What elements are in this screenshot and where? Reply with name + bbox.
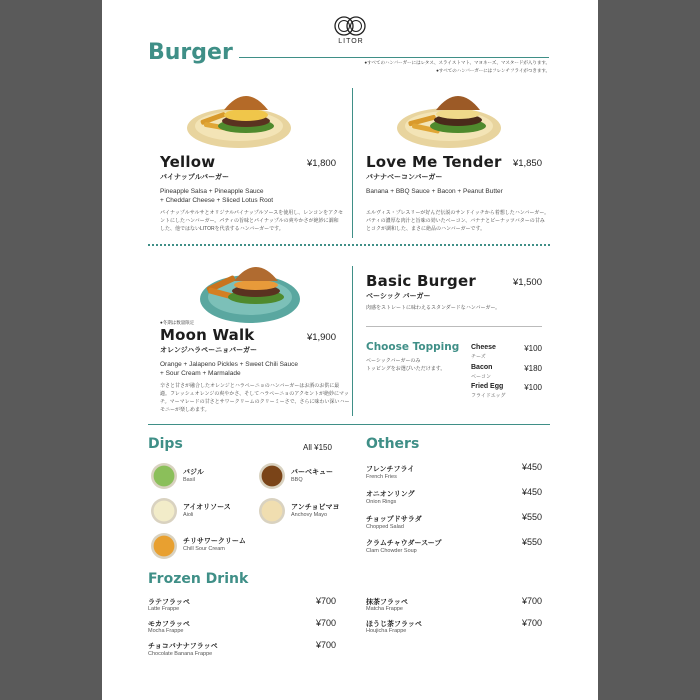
love-me-tender-ingredients: Banana + BBQ Sauce + Bacon + Peanut Butter xyxy=(366,188,503,195)
frozen-matcha-price: ¥700 xyxy=(521,596,542,606)
yellow-burger-photo xyxy=(184,80,294,150)
topping-bacon-price: ¥180 xyxy=(524,364,542,373)
love-me-tender-price: ¥1,850 xyxy=(512,158,542,169)
yellow-jp-name: パイナップルバーガー xyxy=(160,174,229,181)
topping-cheese-price: ¥100 xyxy=(524,344,542,353)
topping-fried-egg-price: ¥100 xyxy=(524,383,542,392)
frozen-latte-price: ¥700 xyxy=(315,596,336,606)
dip-anchovy-mayo-jp: アンチョビマヨ xyxy=(291,504,340,511)
moon-walk-ingredients-1: Orange + Jalapeno Pickles + Sweet Chili Sauce xyxy=(160,361,299,368)
moon-walk-price: ¥1,900 xyxy=(306,332,336,343)
topping-fried-egg-jp: フライドエッグ xyxy=(471,393,506,399)
dip-chili-sour-cream-en: Chill Sour Cream xyxy=(183,546,225,552)
dip-basil-en: Basil xyxy=(183,477,195,483)
basil-dip-photo xyxy=(151,463,177,489)
burger-bottom-rule xyxy=(148,424,550,425)
frozen-mocha-price: ¥700 xyxy=(315,618,336,628)
burger-note-1: ●すべてのハンバーガーにはレタス、スライストマト、マヨネーズ、マスタードが入ります。 xyxy=(364,60,550,65)
topping-bacon-jp: ベーコン xyxy=(471,374,492,380)
moon-walk-desc-2: 適。フレッシュオレンジの爽やかさ、そしてハラペーニョのアクセントが絶妙にマッ xyxy=(160,391,349,397)
others-french-fries-jp: フレンチフライ xyxy=(366,466,415,473)
love-me-tender-desc-2: パティの濃厚な肉汁と旨味の効いたベーコン、バナナとピーナッツバターの甘み xyxy=(366,218,545,224)
moon-walk-desc-1: 辛さと甘さが融合したオレンジとハラペーニョのハンバーガーはお酒のお供に最 xyxy=(160,383,340,389)
yellow-price: ¥1,800 xyxy=(306,158,336,169)
topping-desc-2: トッピングをお選びいただけます。 xyxy=(366,366,446,372)
burger-title-rule xyxy=(239,57,549,58)
moon-walk-jp-name: オレンジハラペーニョバーガー xyxy=(160,347,258,354)
others-clam-chowder-jp: クラムチャウダースープ xyxy=(366,540,442,547)
frozen-houjicha-price: ¥700 xyxy=(521,618,542,628)
frozen-houjicha-jp: ほうじ茶フラッペ xyxy=(366,621,422,628)
love-me-tender-name: Love Me Tender xyxy=(366,153,502,171)
dip-bbq-en: BBQ xyxy=(291,477,303,483)
dips-price: All ¥150 xyxy=(303,443,332,452)
basic-burger-desc: 肉感をストレートに味わえるスタンダードなハンバーガー。 xyxy=(366,305,501,311)
others-clam-chowder-price: ¥550 xyxy=(521,537,542,547)
dip-chili-sour-cream-jp: チリサワークリーム xyxy=(183,538,246,545)
others-chopped-salad-en: Chopped Salad xyxy=(366,524,404,530)
others-chopped-salad-price: ¥550 xyxy=(521,512,542,522)
aioli-dip-photo xyxy=(151,498,177,524)
basic-burger-price: ¥1,500 xyxy=(512,277,542,288)
others-onion-rings-price: ¥450 xyxy=(521,487,542,497)
moon-walk-ingredients-2: + Sour Cream + Marmalade xyxy=(160,370,241,377)
yellow-desc-3: した、他ではないLITORを代表するハンバーガーです。 xyxy=(160,226,284,232)
frozen-drink-title: Frozen Drink xyxy=(148,571,249,587)
others-french-fries-price: ¥450 xyxy=(521,462,542,472)
brand-logo xyxy=(332,14,368,48)
dip-basil-jp: バジル xyxy=(183,469,204,476)
dip-anchovy-mayo-en: Anchovy Mayo xyxy=(291,512,328,518)
bbq-dip-photo xyxy=(259,463,285,489)
frozen-mocha-jp: モカフラッペ xyxy=(148,621,190,628)
top-column-divider xyxy=(352,88,353,238)
middle-column-divider xyxy=(352,266,353,416)
frozen-matcha-en: Matcha Frappe xyxy=(366,606,403,612)
others-chopped-salad-jp: チョップドサラダ xyxy=(366,516,422,523)
topping-title: Choose Topping xyxy=(366,341,460,353)
logo-text: LITOR xyxy=(338,38,364,45)
anchovy-mayo-dip-photo xyxy=(259,498,285,524)
basic-burger-jp-name: ベーシック バーガー xyxy=(366,293,431,300)
frozen-houjicha-en: Houjicha Frappe xyxy=(366,628,407,634)
chili-sour-cream-dip-photo xyxy=(151,533,177,559)
frozen-choco-banana-price: ¥700 xyxy=(315,640,336,650)
yellow-desc-2: ントにしたハンバーガー。パティの旨味とパイナップルの爽やかさが絶妙に調和 xyxy=(160,218,339,224)
dip-bbq-jp: バーベキュー xyxy=(291,469,333,476)
love-me-tender-jp-name: バナナベーコンバーガー xyxy=(366,174,443,181)
topping-fried-egg-name: Fried Egg xyxy=(471,383,504,390)
dip-aioli-en: Aioli xyxy=(183,512,194,518)
yellow-name: Yellow xyxy=(160,153,216,171)
yellow-ingredients-2: + Cheddar Cheese + Sliced Lotus Root xyxy=(160,197,274,204)
moon-walk-badge: ●冬期は数量限定 xyxy=(160,320,195,325)
frozen-mocha-en: Mocha Frappe xyxy=(148,628,184,634)
topping-cheese-jp: チーズ xyxy=(471,354,486,360)
frozen-matcha-jp: 抹茶フラッペ xyxy=(366,599,408,606)
frozen-latte-jp: ラテフラッペ xyxy=(148,599,190,606)
moon-walk-desc-4: モニーが楽しめます。 xyxy=(160,407,210,413)
moon-walk-burger-photo xyxy=(198,253,302,325)
frozen-choco-banana-en: Chocolate Banana Frappe xyxy=(148,651,213,657)
dip-aioli-jp: アイオリソース xyxy=(183,504,231,511)
burger-note-2: ●すべてのハンバーガーにはフレンチフライがつきます。 xyxy=(436,68,550,73)
burger-dotted-divider xyxy=(148,244,550,246)
others-onion-rings-en: Onion Rings xyxy=(366,499,397,505)
love-me-tender-desc-3: とコクが調和した、まさに絶品のハンバーガーです。 xyxy=(366,226,486,232)
others-clam-chowder-en: Clam Chowder Soup xyxy=(366,548,417,554)
love-me-tender-desc-1: エルヴィス・プレスリーが好んだ伝説のサンドイッチから着想したハンバーガー。 xyxy=(366,210,550,216)
topping-desc-1: ベーシックバーガーのみ xyxy=(366,358,421,364)
frozen-choco-banana-jp: チョコバナナフラッペ xyxy=(148,643,218,650)
basic-burger-name: Basic Burger xyxy=(366,272,476,290)
yellow-ingredients-1: Pineapple Salsa + Pineapple Sauce xyxy=(160,188,264,195)
others-french-fries-en: French Fries xyxy=(366,474,397,480)
dips-title: Dips xyxy=(148,436,183,452)
yellow-desc-1: パイナップルサルサとオリジナルパイナップルソースを使用し、レンコンをアクセ xyxy=(160,210,344,216)
others-title: Others xyxy=(366,436,420,452)
moon-walk-desc-3: チ。マーマレードの甘さとサワークリームのクリーミーさで、さらに味わい深いハー xyxy=(160,399,350,405)
burger-section-title: Burger xyxy=(148,40,233,65)
menu-page xyxy=(102,0,598,700)
others-onion-rings-jp: オニオンリング xyxy=(366,491,415,498)
topping-bacon-name: Bacon xyxy=(471,364,493,371)
frozen-latte-en: Latte Frappe xyxy=(148,606,180,612)
topping-cheese-name: Cheese xyxy=(471,344,496,351)
love-me-tender-burger-photo xyxy=(394,80,504,150)
logo-mark-icon xyxy=(332,14,368,38)
moon-walk-name: Moon Walk xyxy=(160,326,255,344)
basic-burger-rule xyxy=(366,326,542,327)
